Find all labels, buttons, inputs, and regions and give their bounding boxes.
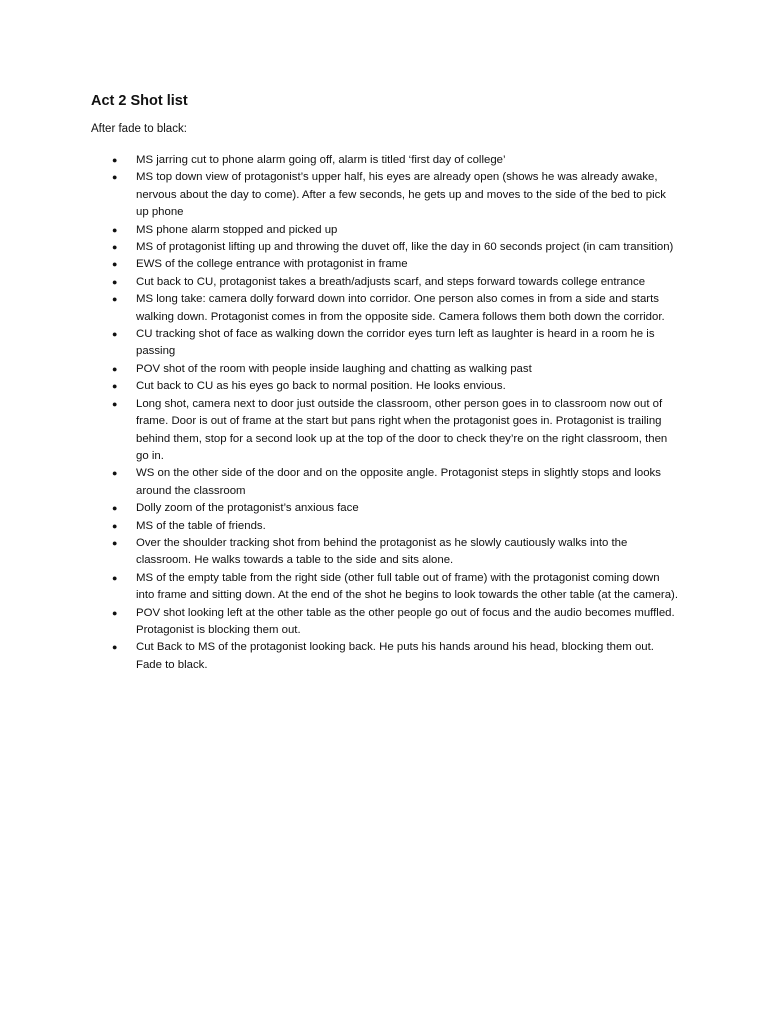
shot-text: POV shot looking left at the other table as the other people go out of focus and the audio becomes muffled. Protagonist is blocking them out. bbox=[136, 606, 675, 636]
bullet-icon: ● bbox=[112, 642, 118, 653]
shot-text: CU tracking shot of face as walking down the corridor eyes turn left as laughter is heard in a room he is passing bbox=[136, 328, 655, 358]
shot-item bbox=[0, 465, 681, 500]
bullet-icon: ● bbox=[112, 294, 118, 305]
shot-text: MS of the empty table from the right side (other full table out of frame) with the protagonist coming down into frame and sitting down. At the end of the shot he begins to look towards the other table (at the camera). bbox=[136, 571, 679, 602]
shot-item bbox=[0, 378, 681, 395]
bullet-icon: ● bbox=[112, 363, 118, 374]
bullet-icon: ● bbox=[112, 276, 118, 287]
shot-item bbox=[0, 239, 681, 256]
document-title: Act 2 Shot list bbox=[91, 93, 188, 109]
shot-item bbox=[0, 518, 681, 535]
shot-item bbox=[0, 361, 681, 378]
shot-text: Cut back to CU as his eyes go back to normal position. He looks envious. bbox=[136, 380, 506, 393]
shot-item bbox=[0, 152, 681, 169]
shot-text: MS jarring cut to phone alarm going off, alarm is titled ‘first day of college’ bbox=[136, 154, 506, 166]
shot-item bbox=[0, 222, 681, 239]
shot-text: MS phone alarm stopped and picked up bbox=[136, 223, 338, 236]
bullet-icon: ● bbox=[112, 468, 118, 479]
bullet-icon: ● bbox=[112, 172, 118, 183]
shot-item bbox=[0, 291, 681, 326]
bullet-icon: ● bbox=[112, 537, 118, 548]
bullet-icon: ● bbox=[112, 398, 118, 409]
shot-text: EWS of the college entrance with protagonist in frame bbox=[136, 258, 408, 271]
shot-item bbox=[0, 570, 681, 605]
shot-item bbox=[0, 500, 681, 517]
shot-item bbox=[0, 169, 681, 221]
bullet-icon: ● bbox=[112, 329, 118, 340]
shot-item bbox=[0, 535, 681, 570]
shot-text: MS of the table of friends. bbox=[136, 519, 266, 532]
bullet-icon: ● bbox=[112, 224, 118, 235]
shot-text: MS of protagonist lifting up and throwing the duvet off, like the day in 60 seconds project (in cam transition) bbox=[136, 241, 674, 254]
bullet-icon: ● bbox=[112, 503, 118, 514]
shot-item bbox=[0, 326, 681, 361]
shot-item bbox=[0, 396, 681, 466]
bullet-icon: ● bbox=[112, 259, 118, 270]
shot-text: Cut Back to MS of the protagonist looking back. He puts his hands around his head, blocking them out. Fade to black. bbox=[136, 641, 654, 671]
shot-text: Cut back to CU, protagonist takes a breath/adjusts scarf, and steps forward towards college entrance bbox=[136, 275, 646, 288]
shot-text: Dolly zoom of the protagonist’s anxious face bbox=[136, 502, 359, 515]
shot-item bbox=[0, 605, 681, 640]
shot-text: Long shot, camera next to door just outside the classroom, other person goes in to classroom now out of frame. Door is out of frame at the start but pans right when the protagonist goes in. Protagonist is trailing behind them, stop for a second look up at the top of the door to check they’re on the right classroom, then go in. bbox=[136, 397, 668, 462]
bullet-icon: ● bbox=[112, 607, 118, 618]
shot-item bbox=[0, 274, 681, 291]
bullet-icon: ● bbox=[112, 155, 118, 165]
bullet-icon: ● bbox=[112, 242, 118, 253]
shot-item bbox=[0, 639, 681, 674]
shot-text: MS top down view of protagonist’s upper half, his eyes are already open (shows he was already awake, nervous about the day to come). After a few seconds, he gets up and moves to the side of the bed to pick up phone bbox=[136, 171, 666, 219]
shot-text: POV shot of the room with people inside laughing and chatting as walking past bbox=[136, 362, 532, 375]
shot-list bbox=[0, 152, 768, 674]
bullet-icon: ● bbox=[112, 572, 118, 583]
shot-text: MS long take: camera dolly forward down into corridor. One person also comes in from a side and starts walking down. Protagonist comes in from the opposite side. Camera follows them both down the corridor. bbox=[136, 293, 665, 323]
bullet-icon: ● bbox=[112, 381, 118, 392]
bullet-icon: ● bbox=[112, 520, 118, 531]
shot-text: Over the shoulder tracking shot from behind the protagonist as he slowly cautiously walks into the classroom. He walks towards a table to the side and sits alone. bbox=[136, 536, 628, 567]
shot-item bbox=[0, 256, 681, 273]
intro-text: After fade to black: bbox=[91, 123, 187, 135]
shot-text: WS on the other side of the door and on the opposite angle. Protagonist steps in slightly stops and looks around the classroom bbox=[136, 467, 661, 497]
